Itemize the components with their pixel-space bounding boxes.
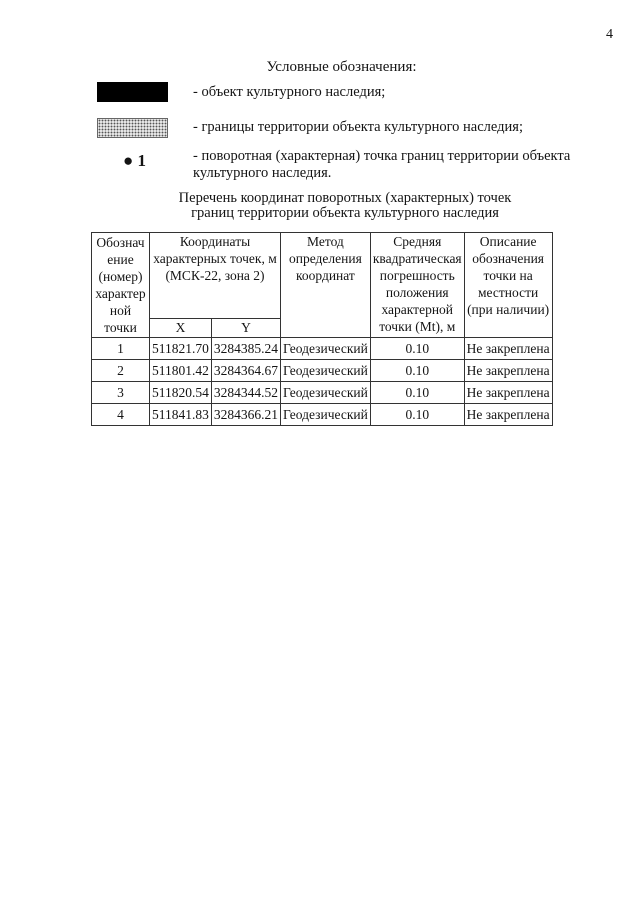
cell-description: Не закреплена: [464, 338, 552, 360]
cell-number: 2: [92, 360, 150, 382]
header-x: X: [150, 319, 212, 338]
table-row: [92, 404, 553, 426]
cell-x: 511841.83: [150, 404, 212, 426]
cell-error: 0.10: [370, 338, 464, 360]
cell-x: 511821.70: [150, 338, 212, 360]
cell-x: 511820.54: [150, 382, 212, 404]
cell-number: 4: [92, 404, 150, 426]
dot-marker-icon: ● 1: [123, 151, 147, 170]
header-method: Метод определения координат: [281, 233, 371, 338]
table-row: [92, 360, 553, 382]
cell-method: Геодезический: [281, 404, 371, 426]
legend-item-label: - объект культурного наследия;: [193, 84, 386, 100]
cell-method: Геодезический: [281, 338, 371, 360]
table-row: [92, 382, 553, 404]
cell-y: 3284344.52: [211, 382, 280, 404]
legend-title: Условные обозначения:: [266, 59, 417, 75]
coordinates-table: [91, 232, 553, 426]
cell-method: Геодезический: [281, 382, 371, 404]
legend-item-label: - границы территории объекта культурного наследия;: [193, 119, 523, 135]
cell-y: 3284364.67: [211, 360, 280, 382]
header-point-number: Обознач ение (номер) характер ной точки: [92, 233, 150, 338]
cell-number: 1: [92, 338, 150, 360]
header-error: Средняя квадратическая погрешность положения характерной точки (Mt), м: [370, 233, 464, 338]
cell-y: 3284366.21: [211, 404, 280, 426]
legend-item-label: - поворотная (характерная) точка границ территории объекта культурного наследия.: [193, 148, 571, 181]
black-filled-rectangle-icon: [97, 82, 168, 102]
cell-number: 3: [92, 382, 150, 404]
cell-y: 3284385.24: [211, 338, 280, 360]
header-description: Описание обозначения точки на местности (при наличии): [464, 233, 552, 338]
table-row: [92, 338, 553, 360]
cell-method: Геодезический: [281, 360, 371, 382]
page-number: 4: [606, 27, 613, 42]
cell-error: 0.10: [370, 382, 464, 404]
table-title: [0, 191, 640, 221]
cell-x: 511801.42: [150, 360, 212, 382]
header-y: Y: [211, 319, 280, 338]
cell-error: 0.10: [370, 360, 464, 382]
table-header-row: [92, 233, 553, 319]
header-coordinates: Координаты характерных точек, м (МСК-22, зона 2): [150, 233, 281, 319]
cell-error: 0.10: [370, 404, 464, 426]
cell-description: Не закреплена: [464, 382, 552, 404]
cell-description: Не закреплена: [464, 404, 552, 426]
dotted-hatched-rectangle-icon: [97, 118, 168, 138]
cell-description: Не закреплена: [464, 360, 552, 382]
table-title-line: Перечень координат поворотных (характерных) точек: [178, 190, 512, 206]
table-title-line: границ территории объекта культурного наследия: [191, 205, 499, 221]
